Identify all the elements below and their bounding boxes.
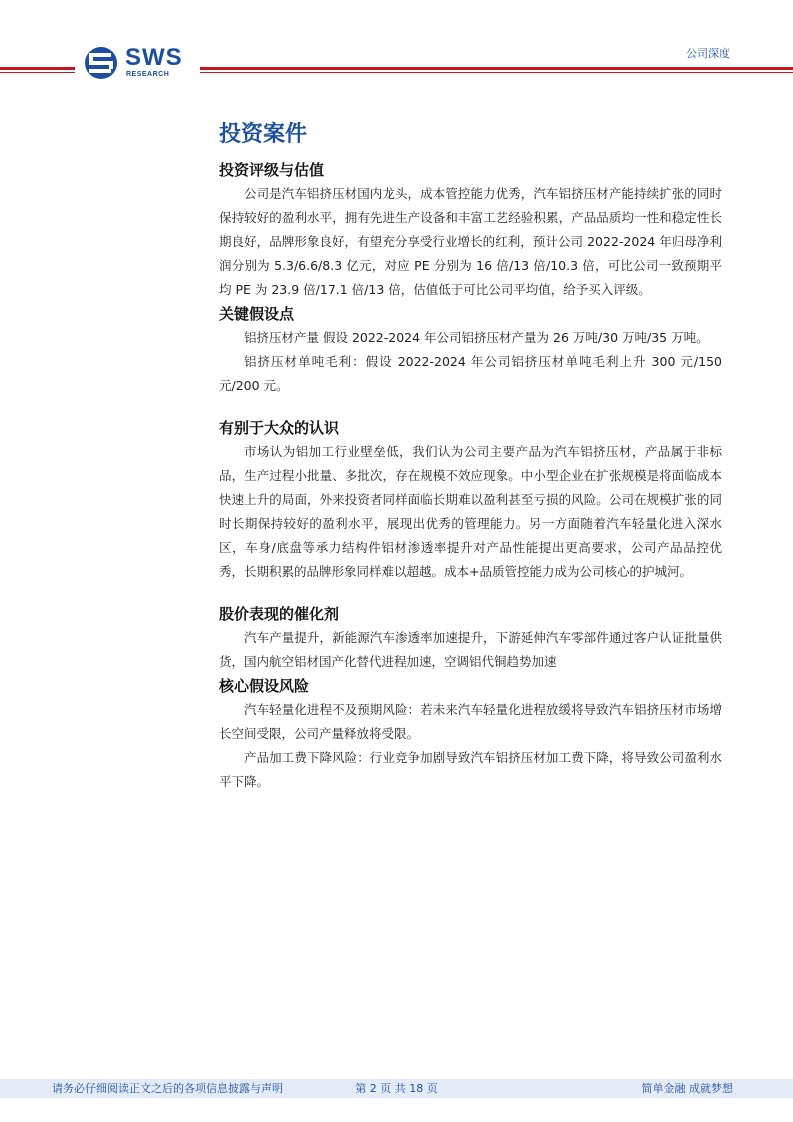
paragraph: 汽车轻量化进程不及预期风险：若未来汽车轻量化进程放缓将导致汽车铝挤压材市场增长空间受限，公司产量释放将受限。	[219, 702, 722, 741]
paragraph: 市场认为铝加工行业壁垒低，我们认为公司主要产品为汽车铝挤压材，产品属于非标品，生产过程小批量、多批次，存在规模不效应现象。中小型企业在扩张规模是将面临成本快速上升的局面，外来投资者同样面临长期难以盈利甚至亏损的风险。公司在规模扩张的同时长期保持较好的盈利水平，展现出优秀的管理能力。另一方面随着汽车轻量化进入深水区，车身/底盘等承力结构件铝材渗透率提升对产品性能提出更高要求，公司产品品控优秀，长期积累的品牌形象同样难以超越。成本+品质管控能力成为公司核心的护城河。	[219, 444, 722, 579]
section-title: 股价表现的催化剂	[219, 605, 340, 623]
logo-subtitle: RESEARCH	[126, 71, 170, 78]
logo-wordmark: SWS	[125, 44, 183, 71]
page-footer	[0, 1079, 793, 1098]
header-rule-right	[200, 67, 793, 70]
slogan: 简单金融 成就梦想	[641, 1082, 733, 1095]
disclaimer-text: 请务必仔细阅读正文之后的各项信息披露与声明	[52, 1082, 283, 1095]
paragraph: 汽车产量提升，新能源汽车渗透率加速提升，下游延伸汽车零部件通过客户认证批量供货，国内航空铝材国产化替代进程加速，空调铝代铜趋势加速	[219, 630, 722, 669]
paragraph: 铝挤压材产量 假设 2022-2024 年公司铝挤压材产量为 26 万吨/30 万吨/35 万吨。	[244, 330, 709, 345]
header-rule-left-thin	[0, 72, 75, 73]
main-content	[219, 118, 722, 794]
section-different-view	[219, 416, 722, 584]
section-title: 投资评级与估值	[219, 161, 325, 179]
section-title: 有别于大众的认识	[219, 419, 340, 437]
page-number: 第 2 页 共 18 页	[355, 1082, 438, 1095]
section-valuation	[219, 158, 722, 302]
section-title: 核心假设风险	[219, 677, 310, 695]
section-key-assumptions	[219, 302, 722, 398]
section-catalysts	[219, 602, 722, 674]
report-type-label: 公司深度	[686, 47, 730, 60]
page-title: 投资案件	[219, 122, 308, 147]
section-risks	[219, 674, 722, 794]
header-rule-left	[0, 67, 75, 70]
section-title: 关键假设点	[219, 305, 295, 323]
header-rule-right-thin	[200, 72, 793, 73]
paragraph: 铝挤压材单吨毛利：假设 2022-2024 年公司铝挤压材单吨毛利上升 300 元/150 元/200 元。	[219, 354, 722, 393]
paragraph: 公司是汽车铝挤压材国内龙头，成本管控能力优秀，汽车铝挤压材产能持续扩张的同时保持较好的盈利水平，拥有先进生产设备和丰富工艺经验积累，产品品质均一性和稳定性长期良好，品牌形象良好，有望充分享受行业增长的红利，预计公司 2022-2024 年归母净利润分别为 5.3/6.6/8.3 亿元，对应 PE 分别为 16 倍/13 倍/10.3 倍，可比公司一致预期平均 PE 为 23.9 倍/17.1 倍/13 倍，估值低于可比公司平均值，给予买入评级。	[219, 186, 722, 297]
paragraph: 产品加工费下降风险：行业竞争加剧导致汽车铝挤压材加工费下降，将导致公司盈利水平下降。	[219, 750, 722, 789]
